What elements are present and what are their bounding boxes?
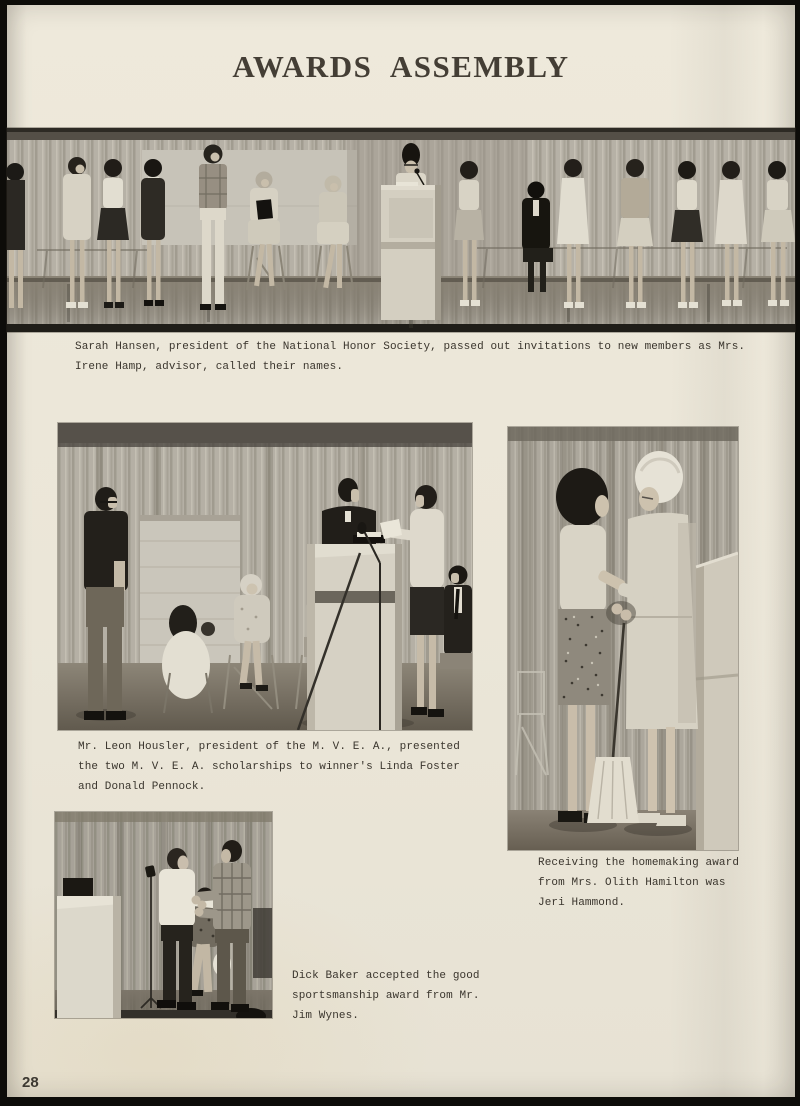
caption-honor-society: Sarah Hansen, president of the National Honor Society, passed out invitations to new members as Mrs. Irene Hamp, advisor, called their names. [75,341,746,373]
photo-homemaking-art [508,427,738,850]
caption-mvea: Mr. Leon Housler, president of the M. V. E. A., presented the two M. V. E. A. scholarships to winner's Linda Foster and Donald Pennock. [78,741,460,793]
handshake [606,601,636,625]
podium-left [57,878,121,1018]
photo-mvea-art [58,423,472,730]
photo-mvea-scholarship [58,423,472,730]
curtain-shadow [253,908,272,978]
page-title: AWARDS ASSEMBLY [232,49,570,84]
photo-sportsmanship-award [55,812,272,1018]
photo-awards-stage [7,128,795,332]
photo-awards-stage-art [7,128,795,332]
page-number: 28 [22,1074,39,1091]
photo-sportsmanship-art [55,812,272,1018]
podium-right [696,553,738,850]
photo-homemaking-award [508,427,738,850]
caption-sportsmanship: Dick Baker accepted the good sportsmanship award from Mr. Jim Wynes. [292,970,480,1022]
caption-homemaking: Receiving the homemaking award from Mrs. Olith Hamilton was Jeri Hammond. [538,857,740,909]
yearbook-paper [7,5,795,1097]
